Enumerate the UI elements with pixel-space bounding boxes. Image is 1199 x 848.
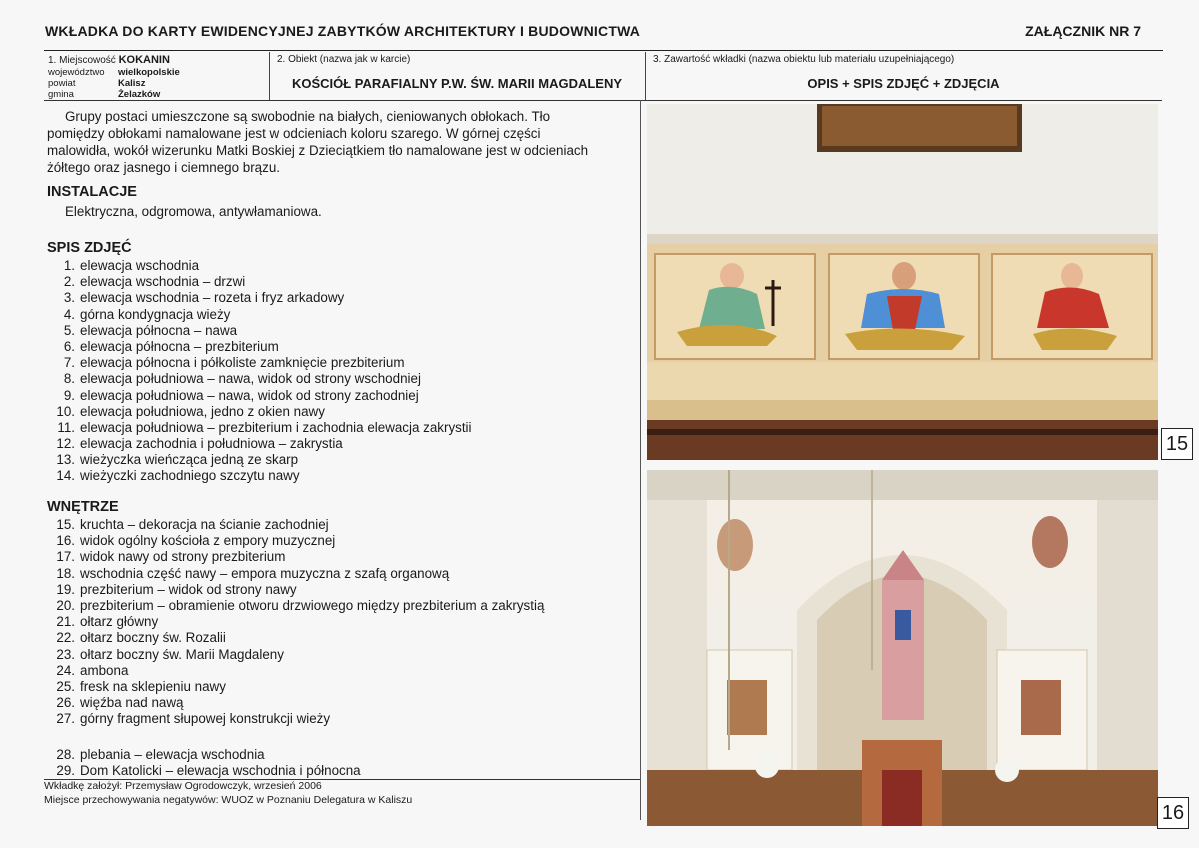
photo-list-item-number: 27. [56,711,75,727]
author-note: Wkładkę założył: Przemysław Ogrodowczyk, wrzesień 2006 [44,780,322,792]
photo-list-item-text: elewacja południowa, jedno z okien nawy [80,403,325,419]
photo-list-item-number: 2. [63,274,75,290]
photo-list-item [47,371,472,387]
installations-text: Elektryczna, odgromowa, antywłamaniowa. [65,204,322,219]
photo-list-item-number: 10. [56,403,75,419]
photo-list-item-number: 5. [63,322,75,338]
description-paragraph: Grupy postaci umieszczone są swobodnie na białych, cieniowanych obłokach. Tło pomiędzy obłokami namalowane jest w odcieniach koloru szarego. W górnej części malowidła, wokół wizerunku Matki Boskiej z Dzieciątkiem tło namalowane jest w odcieniach żółtego oraz jasnego i ciemnego brązu. [47,109,589,175]
photo-list-item [47,274,472,290]
photo-list-item-text: elewacja północna – prezbiterium [80,338,279,354]
photo-list-item-number: 26. [56,695,75,711]
photo-list-item-number: 9. [63,387,75,403]
column-divider [640,100,641,820]
interior-heading: WNĘTRZE [47,499,119,515]
photo-list-item-text: elewacja południowa – nawa, widok od strony zachodniej [80,387,419,403]
photo-list-item-text: ołtarz główny [80,614,159,630]
photo-list-item-number: 3. [63,290,75,306]
object-value: KOŚCIÓŁ PARAFIALNY P.W. ŚW. MARII MAGDALENY [291,76,623,91]
header-rule [44,50,1163,51]
photo-list-item-number: 23. [56,646,75,662]
photo-list-item-number: 14. [56,468,75,484]
photo-list-item [47,763,361,779]
object-label: 2. Obiekt (nazwa jak w karcie) [277,54,411,65]
photo-list-item [47,436,472,452]
photo-list-item-number: 19. [56,581,75,597]
interior-photo-list [47,517,544,727]
photo-list-item [47,566,544,582]
installations-heading: INSTALACJE [47,184,137,200]
photo-list-item-number: 18. [56,565,75,581]
county-label: powiat [48,78,76,89]
photo-list-item-text: widok nawy od strony prezbiterium [80,549,286,565]
location-cell [44,52,270,100]
photo-list-item [47,647,544,663]
photo-list-item-number: 15. [56,517,75,532]
photo-list-item-number: 6. [63,338,75,354]
photo-list-item-text: elewacja północna i półkoliste zamknięcie prezbiterium [80,355,405,371]
object-cell [269,52,646,100]
photo-list-item-text: prezbiterium – widok od strony nawy [80,581,297,597]
photo-list-item [47,533,544,549]
photo-list-item-number: 11. [57,419,75,435]
content-value: OPIS + SPIS ZDJĘĆ + ZDJĘCIA [807,76,1000,91]
description-column [47,108,607,779]
photo-list-item [47,339,472,355]
photo-list-item [47,452,472,468]
photo-list-item [47,388,472,404]
photo-list-item-number: 20. [56,597,75,613]
photo-list-item [47,258,472,274]
photo-list-item-text: więźba nad nawą [80,695,184,711]
photo-list-item [47,355,472,371]
photo-list-item-text: ołtarz boczny św. Marii Magdaleny [80,646,284,662]
photo-list-item [47,679,544,695]
photo-list-item-number: 1. [63,258,75,273]
photo-list-item-text: górna kondygnacja wieży [80,306,231,322]
photo-list-item-text: wschodnia część nawy – empora muzyczna z szafą organową [80,565,450,581]
photo-list-item [47,468,472,484]
photo-list-item [47,307,472,323]
commune-label: gmina [48,89,74,100]
content-label: 3. Zawartość wkładki (nazwa obiektu lub materiału uzupełniającego) [653,54,955,65]
photo-list-item-text: prezbiterium – obramienie otworu drzwiowego między prezbiterium a zakrystią [80,597,545,613]
photo-list-item-number: 17. [56,549,75,565]
photo-list-item-text: plebania – elewacja wschodnia [80,747,265,762]
storage-note: Miejsce przechowywania negatywów: WUOZ w Poznaniu Delegatura w Kaliszu [44,794,413,806]
photo-list-item [47,711,544,727]
photo-list-item [47,614,544,630]
photo-list-item [47,323,472,339]
photo-list-item-text: elewacja wschodnia [80,258,200,273]
voivodeship-value: wielkopolskie [118,67,180,78]
photo-list-item [47,420,472,436]
exterior-photo-list [47,258,472,485]
photo-list-item-number: 8. [63,371,75,387]
photo-list-item [47,290,472,306]
photo-list-item [47,404,472,420]
photo-list-item [47,598,544,614]
photo-list-item-text: elewacja zachodnia i południowa – zakrystia [80,436,343,452]
photo-list-item-text: elewacja południowa – nawa, widok od strony wschodniej [80,371,421,387]
photo-list-item-number: 28. [56,747,75,762]
photo-number-15: 15 [1161,428,1193,460]
photo-list-item-text: widok ogólny kościoła z empory muzycznej [80,533,336,549]
other-photo-list [47,747,361,779]
photo-list-item-text: ołtarz boczny św. Rozalii [80,630,226,646]
photo-list-item-number: 22. [56,630,75,646]
header-fields-row [44,52,1162,101]
photo-list-item-number: 13. [56,452,75,468]
content-cell [645,52,1162,100]
photo-list-item-number: 4. [63,306,75,322]
location-label: 1. Miejscowość [48,55,116,66]
photo-list-item [47,549,544,565]
voivodeship-label: województwo [48,67,105,78]
photo-15-choir-loft-sculptures [647,104,1158,460]
photo-number-16: 16 [1157,797,1189,829]
photo-list-item-text: ambona [80,662,129,678]
location-value: KOKANIN [118,54,170,66]
photos-heading: SPIS ZDJĘĆ [47,240,132,256]
photo-list-item-text: fresk na sklepieniu nawy [80,678,226,694]
photo-list-item-text: kruchta – dekoracja na ścianie zachodniej [80,517,329,532]
photo-list-item-number: 12. [56,436,75,452]
photo-list-item-text: elewacja wschodnia – rozeta i fryz arkadowy [80,290,345,306]
county-value: Kalisz [118,78,146,89]
photo-list-item [47,747,361,763]
photo-list-item-number: 29. [56,763,75,779]
photo-list-item-text: Dom Katolicki – elewacja wschodnia i północna [80,763,361,779]
photo-list-item-number: 24. [56,662,75,678]
photo-list-item [47,630,544,646]
photo-list-item-text: wieżyczka wieńcząca jedną ze skarp [80,452,299,468]
photo-list-item [47,695,544,711]
photo-list-item [47,582,544,598]
photo-list-item-text: elewacja północna – nawa [80,322,238,338]
photo-list-item [47,517,544,533]
commune-value: Żelazków [118,89,161,100]
photo-list-item-text: wieżyczki zachodniego szczytu nawy [80,468,300,484]
photo-list-item-text: elewacja południowa – prezbiterium i zachodnia elewacja zakrystii [80,419,472,435]
photo-list-item-number: 7. [63,355,75,371]
photo-16-church-interior [647,470,1158,826]
photo-list-item-text: górny fragment słupowej konstrukcji wieży [80,711,331,727]
annex-number: ZAŁĄCZNIK NR 7 [1025,23,1141,39]
photo-list-item-text: elewacja wschodnia – drzwi [80,274,246,290]
photo-list-item-number: 16. [56,533,75,549]
document-title: WKŁADKA DO KARTY EWIDENCYJNEJ ZABYTKÓW ARCHITEKTURY I BUDOWNICTWA [45,23,641,39]
photo-list-item-number: 25. [56,678,75,694]
photo-list-item-number: 21. [56,614,75,630]
photo-list-item [47,663,544,679]
